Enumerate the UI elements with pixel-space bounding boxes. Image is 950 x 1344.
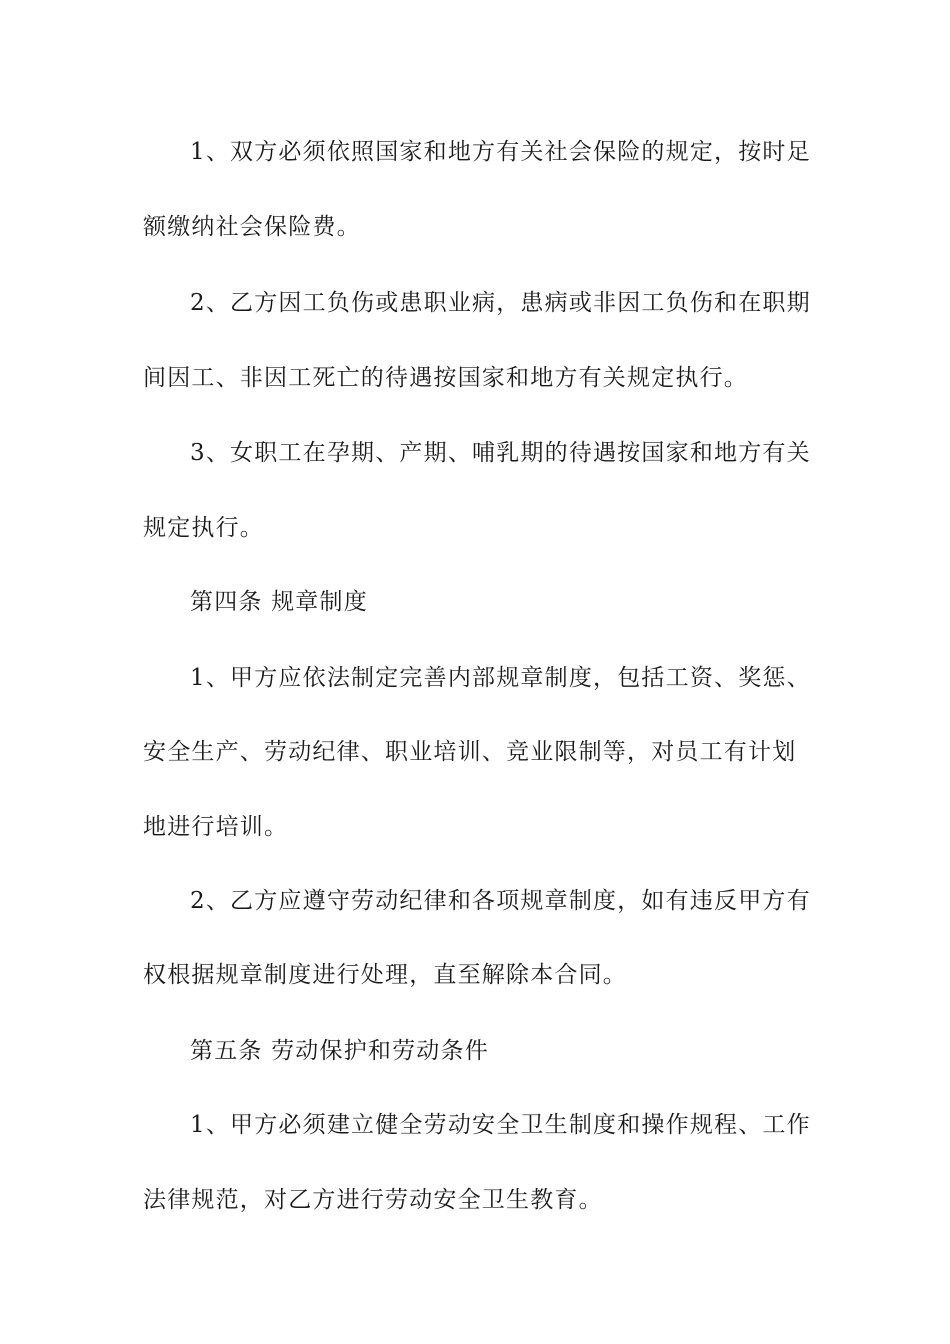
paragraph-line: 间因工、非因工死亡的待遇按国家和地方有关规定执行。 bbox=[143, 365, 748, 391]
paragraph-line: 法律规范，对乙方进行劳动安全卫生教育。 bbox=[143, 1187, 603, 1213]
section-heading: 第四条 规章制度 bbox=[190, 589, 368, 615]
paragraph-line: 地进行培训。 bbox=[143, 814, 289, 840]
paragraph-line: 3、女职工在孕期、产期、哺乳期的待遇按国家和地方有关 bbox=[190, 440, 811, 466]
paragraph-line: 权根据规章制度进行处理，直至解除本合同。 bbox=[143, 962, 627, 988]
paragraph-line: 安全生产、劳动纪律、职业培训、竞业限制等，对员工有计划 bbox=[143, 739, 797, 765]
paragraph-line: 1、双方必须依照国家和地方有关社会保险的规定，按时足 bbox=[190, 139, 811, 165]
paragraph-line: 2、乙方因工负伤或患职业病，患病或非因工负伤和在职期 bbox=[190, 290, 811, 316]
paragraph-line: 1、甲方必须建立健全劳动安全卫生制度和操作规程、工作 bbox=[190, 1112, 811, 1138]
section-heading: 第五条 劳动保护和劳动条件 bbox=[190, 1038, 489, 1064]
paragraph-line: 额缴纳社会保险费。 bbox=[143, 214, 361, 240]
paragraph-line: 1、甲方应依法制定完善内部规章制度，包括工资、奖惩、 bbox=[190, 665, 811, 691]
paragraph-line: 2、乙方应遵守劳动纪律和各项规章制度，如有违反甲方有 bbox=[190, 888, 811, 914]
paragraph-line: 规定执行。 bbox=[143, 515, 264, 541]
